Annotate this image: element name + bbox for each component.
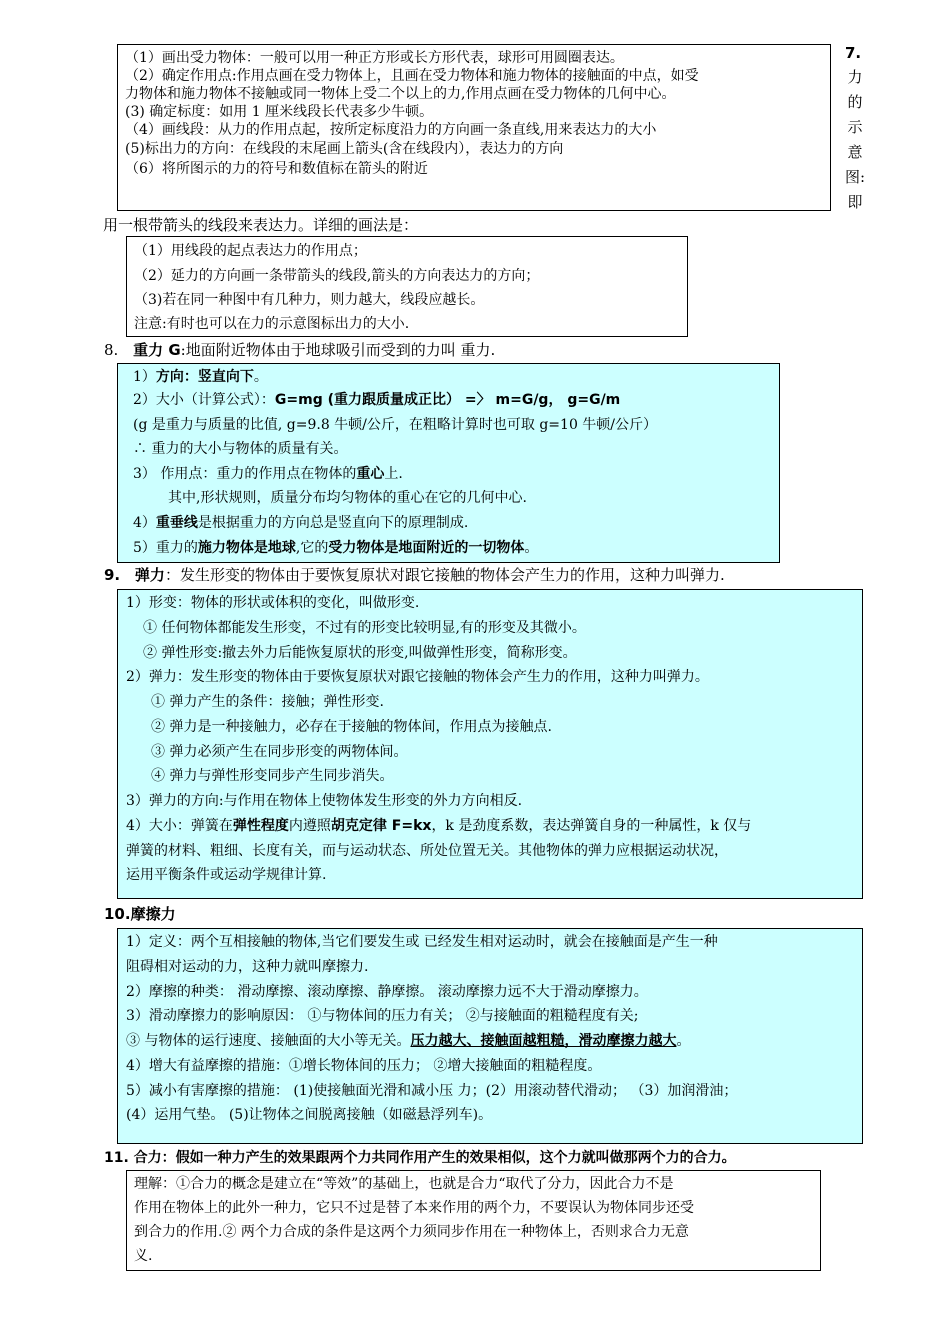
s7-box-line-3: 力物体和施力物体不接触或同一物体上受二个以上的力,作用点画在受力物体的几何中心。 (125, 86, 676, 102)
s9-k1c: 内遵照 (288, 818, 331, 834)
s9-line-9: 3）弹力的方向:与作用在物体上使物体发生形变的外力方向相反. (126, 793, 523, 809)
s11-line-1: 理解：①合力的概念是建立在“等效”的基础上，也就是合力“取代了分力，因此合力不是 (134, 1176, 674, 1192)
section-9-definition: ：发生形变的物体由于要恢复原状对跟它接触的物体会产生力的作用，这种力叫弹力. (164, 566, 725, 584)
section-11-heading: 11. 合力：假如一种力产生的效果跟两个力共同作用产生的效果相似，这个力就叫做那两个力的合力。 (104, 1150, 736, 1166)
vertical-char: 的 (847, 93, 863, 111)
section-8-number: 8. (104, 341, 119, 359)
s8-receiver: 受力物体是地面附近的一切物体 (328, 540, 525, 556)
s7-follow-text: 用一根带箭头的线段来表达力。详细的画法是： (103, 216, 419, 234)
s7-box-line-2: （2）确定作用点:作用点画在受力物体上，且画在受力物体和施力物体的接触面的中点，如受 (125, 68, 699, 84)
s8-line-7 (133, 516, 468, 530)
s8-applier: 施力物体是地球 (197, 540, 296, 556)
s10-line-5 (126, 1034, 690, 1048)
s8-l2-prefix: 2）大小（计算公式）： (133, 392, 275, 408)
vertical-char: 即 (847, 193, 863, 211)
s7-box2-line-4: 注意:有时也可以在力的示意图标出力的大小. (134, 316, 410, 332)
s9-line-3: ② 弹性形变:撤去外力后能恢复原状的形变,叫做弹性形变，简称形变。 (143, 645, 577, 661)
s8-formula: G=mg (重力跟质量成正比） =〉 m=G/g， g=G/m (274, 392, 621, 408)
section-9-heading (104, 568, 725, 583)
s10-line-3: 2）摩擦的种类： 滑动摩擦、滚动摩擦、静摩擦。 滚动摩擦力远不大于滑动摩擦力。 (126, 984, 648, 1000)
s11-line-2: 作用在物体上的此外一种力，它只不过是替了本来作用的两个力，不要误认为物体同步还受 (134, 1200, 694, 1216)
s8-l5c: 上. (384, 466, 403, 482)
s9-k1e: ，k 是劲度系数，表达弹簧自身的一种属性，k 仅与 (431, 818, 752, 834)
s9-hooke-law: 胡克定律 F=kx (330, 818, 432, 834)
s11-line-3: 到合力的作用.② 两个力合成的条件是这两个力须同步作用在一种物体上，否则求合力无意 (134, 1224, 689, 1240)
s8-l1-prefix: 1） (133, 369, 156, 385)
s8-direction: 方向：竖直向下 (155, 369, 254, 385)
section-9-term: 弹力 (134, 566, 165, 584)
s8-l8c: ,它的 (295, 540, 329, 556)
s8-line-6: 其中,形状规则，质量分布均匀物体的重心在它的几何中心. (168, 490, 527, 506)
s9-line-10 (126, 819, 751, 833)
s9-elastic-limit: 弹性程度 (232, 818, 289, 834)
s8-line-4: ∴ 重力的大小与物体的质量有关。 (133, 441, 348, 457)
s8-line-8 (133, 541, 538, 555)
s9-k1a: 4）大小：弹簧在 (126, 818, 233, 834)
s8-line-3: (g 是重力与质量的比值, g=9.8 牛顿/公斤，在粗略计算时也可取 g=10 牛顿/公斤） (133, 417, 658, 433)
s8-line-5 (133, 467, 403, 481)
s8-plumb-line: 重垂线 (155, 515, 198, 531)
section-8-heading (104, 343, 495, 358)
s9-line-7: ③ 弹力必须产生在同步形变的两物体间。 (151, 744, 408, 760)
section-7-vertical-text (845, 65, 865, 215)
s7-box-line-4: (3) 确定标度：如用 1 厘米线段长代表多少牛顿。 (125, 104, 434, 120)
s10-line-6: 4）增大有益摩擦的措施：①增长物体间的压力； ②增大接触面的粗糙程度。 (126, 1058, 602, 1074)
s7-box2-line-3: （3)若在同一种图中有几种力，则力越大，线段应越长。 (134, 292, 485, 308)
s8-line-1: 1）方向：竖直向下。 (133, 369, 268, 385)
s8-center-of-gravity: 重心 (356, 466, 385, 482)
s9-line-12: 运用平衡条件或运动学规律计算. (126, 867, 327, 883)
s9-line-2: ① 任何物体都能发生形变，不过有的形变比较明显,有的形变及其微小。 (143, 620, 586, 636)
section-8-definition: :地面附近物体由于地球吸引而受到的力叫 重力. (180, 341, 496, 359)
s8-l8e: 。 (524, 540, 539, 556)
s10-line-1: 1）定义：两个互相接触的物体,当它们要发生或 已经发生相对运动时，就会在接触面是产生一种 (126, 934, 718, 950)
s10-line-8: (4）运用气垫。 (5)让物体之间脱离接触（如磁悬浮列车)。 (126, 1107, 493, 1123)
vertical-char: 图: (845, 168, 866, 186)
s10-l5c: 。 (676, 1033, 691, 1049)
section-9-number: 9. (104, 566, 121, 584)
s8-l5a: 3） 作用点：重力的作用点在物体的 (133, 466, 357, 482)
s9-line-1: 1）形变：物体的形状或体积的变化，叫做形变. (126, 595, 420, 611)
s10-line-7: 5）减小有害摩擦的措施： (1)使接触面光滑和减小压 力；(2）用滚动替代滑动； （3）加润滑油； (126, 1083, 738, 1099)
s7-box-line-5: （4）画线段：从力的作用点起，按所定标度沿力的方向画一条直线,用来表达力的大小 (125, 122, 657, 138)
section-10-heading: 10.摩擦力 (104, 905, 176, 923)
vertical-char: 示 (847, 118, 863, 136)
s8-line-2 (133, 393, 620, 407)
s8-l7a: 4） (133, 515, 156, 531)
s8-l7c: 是根据重力的方向总是竖直向下的原理制成. (197, 515, 469, 531)
s10-line-4: 3）滑动摩擦力的影响原因： ①与物体间的压力有关； ②与接触面的粗糙程度有关; (126, 1008, 639, 1024)
s9-line-4: 2）弹力：发生形变的物体由于要恢复原状对跟它接触的物体会产生力的作用，这种力叫弹力。 (126, 669, 709, 685)
vertical-char: 意 (847, 143, 863, 161)
s7-box-line-7: （6）将所图示的力的符号和数值标在箭头的附近 (125, 161, 428, 177)
s10-line-2: 阻碍相对运动的力，这种力就叫摩擦力. (126, 959, 369, 975)
s8-l8a: 5）重力的 (133, 540, 198, 556)
section-8-term: 重力 G (133, 341, 181, 359)
s11-line-4: 义. (134, 1248, 153, 1264)
s10-friction-rule: 压力越大、接触面越粗糙，滑动摩擦力越大 (410, 1033, 677, 1049)
s9-line-8: ④ 弹力与弹性形变同步产生同步消失。 (151, 768, 394, 784)
s7-box2-line-1: （1）用线段的起点表达力的作用点； (134, 243, 367, 259)
s9-line-11: 弹簧的材料、粗细、长度有关，而与运动状态、所处位置无关。其他物体的弹力应根据运动状况， (126, 843, 728, 859)
s7-box-line-1: （1）画出受力物体：一般可以用一种正方形或长方形代表，球形可用圆圈表达。 (125, 50, 624, 66)
s9-line-5: ① 弹力产生的条件：接触；弹性形变. (151, 694, 384, 710)
vertical-char: 力 (847, 68, 863, 86)
s7-box-line-6: (5)标出力的方向：在线段的末尾画上箭头(含在线段内），表达力的方向 (125, 141, 564, 157)
s7-box2-line-2: （2）延力的方向画一条带箭头的线段,箭头的方向表达力的方向； (134, 268, 540, 284)
s10-l5a: ③ 与物体的运行速度、接触面的大小等无关。 (126, 1033, 411, 1049)
section-7-number: 7. (845, 44, 862, 62)
s9-line-6: ② 弹力是一种接触力，必存在于接触的物体间，作用点为接触点. (151, 719, 552, 735)
